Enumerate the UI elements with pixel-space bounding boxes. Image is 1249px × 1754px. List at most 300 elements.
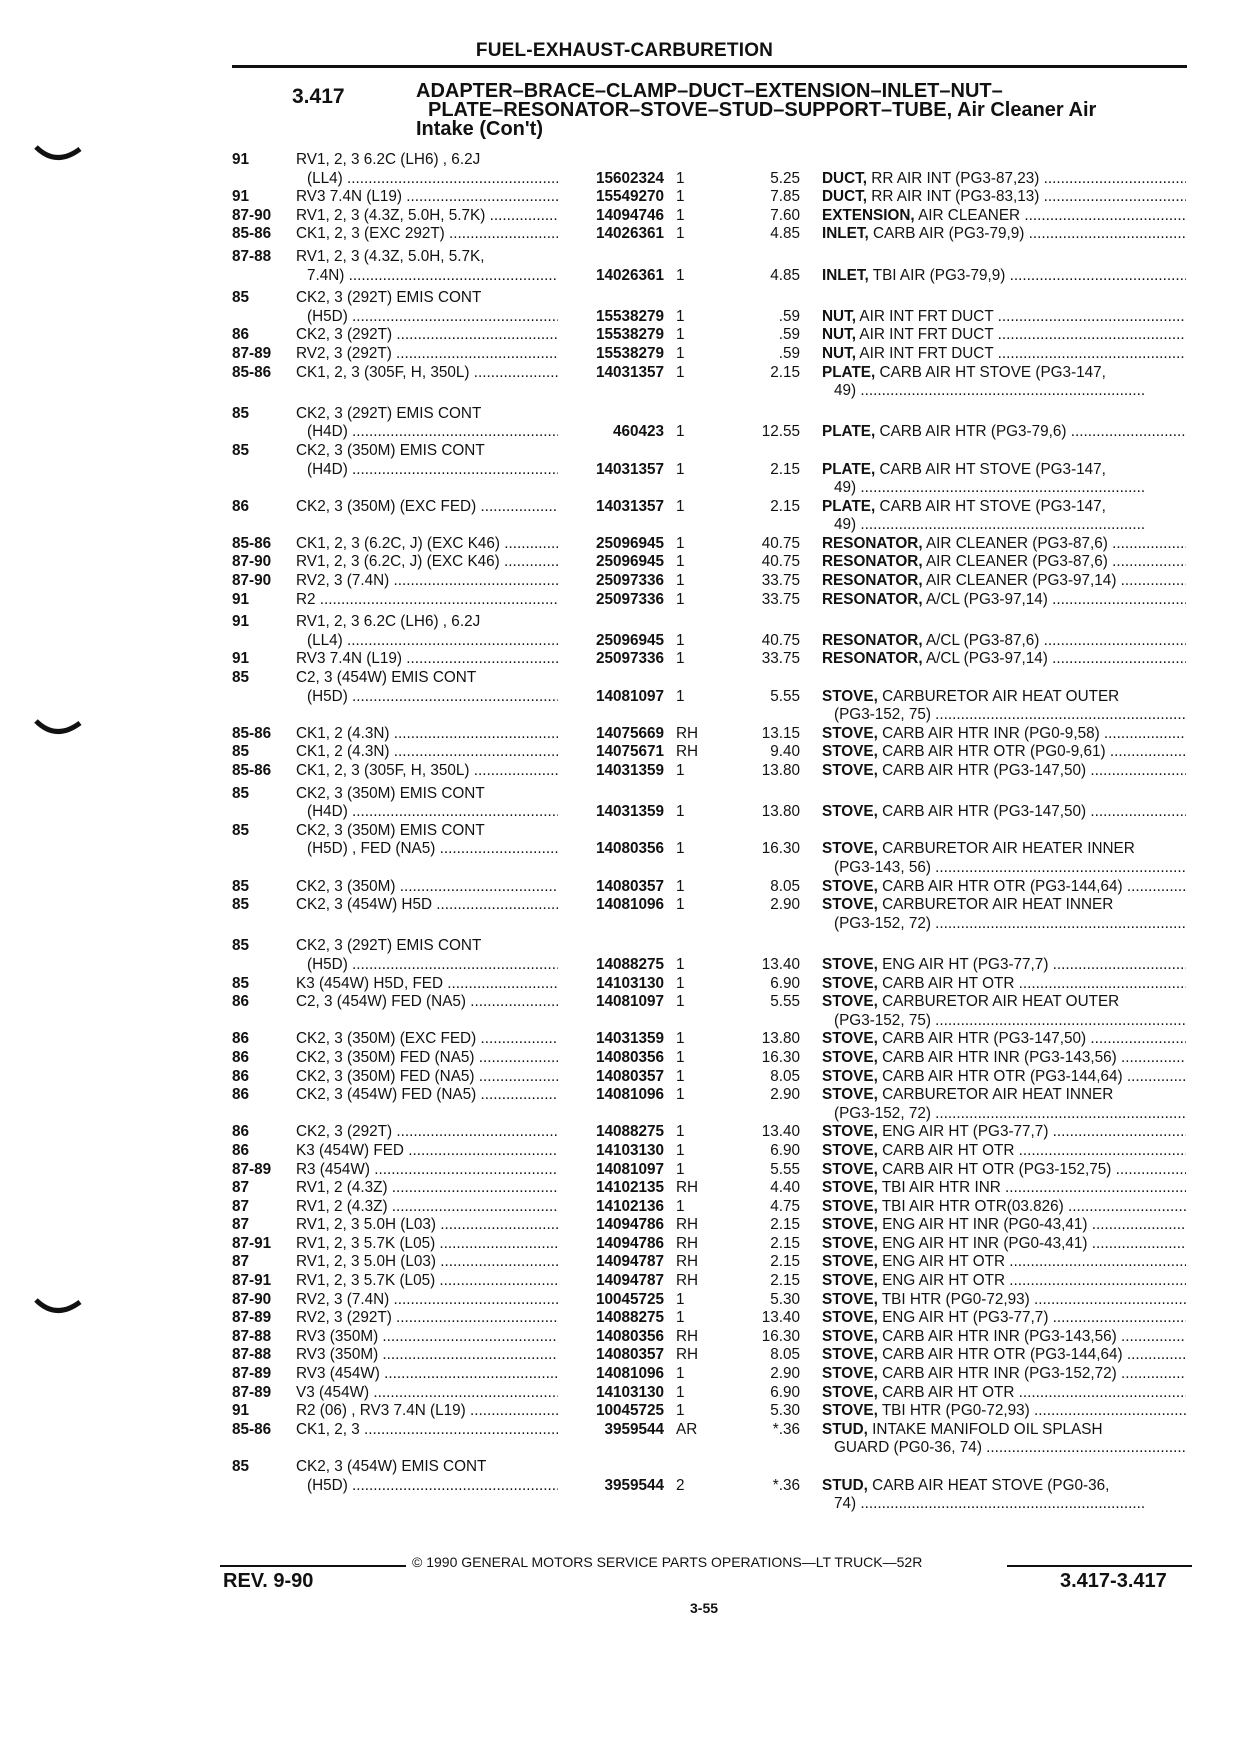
description-name: PLATE, [822,460,876,478]
entry-year: 91 [232,188,250,206]
application-line: CK2, 3 (292T) EMIS CONT [296,289,482,307]
description-line [822,1068,1186,1087]
parts-entry [0,345,1249,364]
description-text: (PG3-143, 56) [834,859,931,876]
description-text: AIR CLEANER (PG3-87,6) [925,553,1108,571]
application-line: RV1, 2, 3 5.0H (L03) ..... [296,1216,558,1235]
description-name: STOVE, [822,1067,878,1085]
entry-quantity: RH [676,1253,699,1271]
entry-year: 87-89 [232,1160,272,1178]
description-text: 49) [834,516,857,534]
parts-entry [0,244,1249,285]
entry-quantity: 1 [676,1160,685,1178]
application-line: CK2, 3 (350M) (EXC FED) ..... [296,1030,558,1049]
application-line: K3 (454W) FED ..... [296,1142,558,1161]
footer-rule-left [220,1565,406,1567]
entry-quantity: 1 [676,896,685,914]
entry-part-number: 14031357 [595,363,664,381]
description-line [822,743,1186,762]
entry-description [822,956,1186,975]
entry-quantity: 1 [676,650,685,668]
description-text: (PG3-152, 75) [834,706,931,724]
description-name: STOVE, [822,896,878,914]
entry-part-number: 14094746 [595,206,664,224]
entry-price: 4.85 [770,225,800,243]
entry-price: 2.15 [770,1216,800,1234]
entry-quantity: 1 [676,1290,685,1308]
entry-quantity: 1 [676,225,685,243]
description-text: CARBURETOR AIR HEAT INNER [882,1086,1114,1104]
entry-year: 87 [232,1197,250,1215]
description-name: RESONATOR, [822,590,923,608]
entry-year: 87-88 [232,1346,272,1364]
application-line: CK2, 3 (454W) H5D ..... [296,896,558,915]
description-name: STOVE, [822,840,878,858]
parts-entry [0,878,1249,897]
entry-part-number: 14031359 [595,762,664,780]
description-line [822,423,1186,442]
entry-application [296,1235,558,1254]
entry-application [296,1142,558,1161]
section-title-line: ADAPTER–BRACE–CLAMP–DUCT–EXTENSION–INLET–NUT– [416,80,1003,102]
description-text: CARB AIR HT OTR (PG3-152,75) [882,1160,1112,1178]
entry-year: 86 [232,326,250,344]
parts-list [0,151,1249,1514]
footer-revision: REV. 9-90 [223,1570,314,1592]
entry-application [296,1365,558,1384]
entry-application [296,896,558,915]
entry-year: 85 [232,404,250,422]
application-line: RV2, 3 (7.4N) ..... [296,572,558,591]
entry-year: 85 [232,974,250,992]
entry-quantity: 1 [676,169,685,187]
application-line: RV2, 3 (292T) ..... [296,1309,558,1328]
entry-description [822,423,1186,442]
application-line: CK2, 3 (292T) ..... [296,326,558,345]
entry-application [296,669,558,706]
application-line: RV1, 2, 3 5.0H (L03) ..... [296,1253,558,1272]
entry-description [822,1198,1186,1217]
entry-quantity: 1 [676,572,685,590]
entry-application [296,1198,558,1217]
description-text: AIR INT FRT DUCT [859,326,994,344]
application-line: C2, 3 (454W) EMIS CONT [296,669,477,687]
description-name: STOVE, [822,1346,878,1364]
description-line [822,1495,1186,1514]
parts-entry [0,1179,1249,1198]
description-line [822,382,1186,401]
entry-price: 16.30 [761,840,800,858]
description-name: EXTENSION, [822,206,915,224]
entry-application [296,364,558,383]
entry-description [822,1086,1186,1123]
application-line: R2 ..... [296,591,558,610]
entry-quantity: 1 [676,344,685,362]
entry-part-number: 15538279 [595,344,664,362]
description-name: STOVE, [822,1048,878,1066]
description-name: STOVE, [822,1197,878,1215]
application-line: CK2, 3 (350M) (EXC FED) ..... [296,498,558,517]
parts-entry [0,207,1249,226]
description-line [822,461,1186,480]
entry-application [296,572,558,591]
entry-application [296,553,558,572]
description-name: STOVE, [822,1383,878,1401]
description-line [822,1161,1186,1180]
footer-section-range: 3.417-3.417 [1060,1570,1167,1592]
entry-description [822,1068,1186,1087]
entry-price: 33.75 [761,572,800,590]
entry-part-number: 25096945 [595,631,664,649]
entry-quantity: 1 [676,974,685,992]
entry-year: 86 [232,1123,250,1141]
entry-year: 87-90 [232,572,272,590]
entry-quantity: 1 [676,363,685,381]
description-line [822,956,1186,975]
description-name: STOVE, [822,974,878,992]
entry-price: 2.90 [770,1365,800,1383]
entry-part-number: 3959544 [604,1420,664,1438]
description-text: A/CL (PG3-87,6) [925,631,1040,649]
entry-part-number: 25097336 [595,590,664,608]
application-line: R3 (454W) ..... [296,1161,558,1180]
parts-entry [0,1030,1249,1049]
description-text: CARB AIR HT STOVE (PG3-147, [879,497,1106,515]
entry-description [822,840,1186,877]
entry-price: *.36 [772,1420,800,1438]
parts-entry [0,1161,1249,1180]
entry-quantity: 1 [676,803,685,821]
parts-entry [0,1458,1249,1514]
description-line [822,1402,1186,1421]
description-text: CARB AIR HTR (PG3-147,50) [882,1030,1087,1048]
description-text: CARBURETOR AIR HEAT INNER [882,896,1114,914]
description-text: GUARD (PG0-36, 74) [834,1439,982,1457]
entry-part-number: 14080356 [595,1327,664,1345]
application-line: RV2, 3 (292T) ..... [296,345,558,364]
entry-price: 4.40 [770,1179,800,1197]
entry-year: 85 [232,784,250,802]
entry-part-number: 25097336 [595,572,664,590]
description-name: STOVE, [822,1141,878,1159]
description-line [822,1142,1186,1161]
entry-description [822,1384,1186,1403]
application-line: CK2, 3 (350M) EMIS CONT [296,784,485,802]
description-line [822,706,1186,725]
application-line: CK2, 3 (350M) EMIS CONT [296,441,485,459]
description-text: CARB AIR HT OTR [882,1383,1015,1401]
description-text: ENG AIR HT OTR [882,1253,1006,1271]
entry-year: 86 [232,993,250,1011]
entry-application [296,345,558,364]
description-line [822,1272,1186,1291]
entry-price: 7.60 [770,206,800,224]
entry-year: 87-91 [232,1272,272,1290]
entry-price: 9.40 [770,743,800,761]
application-line: RV3 (350M) ..... [296,1346,558,1365]
entry-price: 6.90 [770,974,800,992]
entry-price: 6.90 [770,1383,800,1401]
entry-application [296,1384,558,1403]
entry-application [296,762,558,781]
entry-quantity: 1 [676,993,685,1011]
entry-part-number: 10045725 [595,1290,664,1308]
description-name: PLATE, [822,423,876,441]
description-text: CARB AIR HT STOVE (PG3-147, [879,460,1106,478]
entry-description [822,1346,1186,1365]
entry-application [296,289,558,326]
description-line [822,688,1186,707]
application-line: CK2, 3 (454W) EMIS CONT [296,1458,487,1476]
entry-year: 85 [232,1458,250,1476]
parts-entry [0,188,1249,207]
description-line [822,803,1186,822]
entry-year: 87-89 [232,1365,272,1383]
description-text: AIR INT FRT DUCT [859,344,994,362]
entry-year: 87-89 [232,1309,272,1327]
entry-description [822,1123,1186,1142]
entry-price: 2.15 [770,363,800,381]
parts-entry [0,225,1249,244]
entry-year: 87-89 [232,344,272,362]
entry-application [296,248,558,285]
binder-hole-mark [34,717,82,739]
parts-entry [0,669,1249,725]
application-line: C2, 3 (454W) FED (NA5) ..... [296,993,558,1012]
entry-part-number: 14080357 [595,1346,664,1364]
entry-price: 13.80 [761,1030,800,1048]
entry-year: 87-91 [232,1234,272,1252]
entry-description [822,498,1186,535]
entry-description [822,1309,1186,1328]
application-line: (H4D) ..... [296,423,558,442]
description-line [822,535,1186,554]
application-line: V3 (454W) ..... [296,1384,558,1403]
description-text: TBI HTR (PG0-72,93) [881,1402,1030,1420]
description-text: CARB AIR HTR (PG3-147,50) [882,762,1087,780]
description-text: 74) [834,1495,857,1513]
entry-description [822,572,1186,591]
entry-description [822,207,1186,226]
entry-description [822,1328,1186,1347]
entry-application [296,498,558,517]
entry-application [296,1216,558,1235]
parts-entry [0,743,1249,762]
description-text: CARB AIR HTR INR (PG3-143,56) [882,1327,1117,1345]
description-text: ENG AIR HT (PG3-77,7) [882,1309,1049,1327]
entry-price: 13.15 [761,724,800,742]
entry-quantity: 2 [676,1476,685,1494]
description-line [822,840,1186,859]
description-line [822,1346,1186,1365]
entry-year: 85-86 [232,762,272,780]
entry-description [822,975,1186,994]
parts-entry [0,1123,1249,1142]
entry-part-number: 14088275 [595,1309,664,1327]
entry-part-number: 14080357 [595,877,664,895]
parts-entry [0,535,1249,554]
application-line: RV1, 2, 3 5.7K (L05) ..... [296,1235,558,1254]
entry-year: 91 [232,650,250,668]
entry-price: 13.40 [761,1123,800,1141]
description-text: CARB AIR HTR (PG3-147,50) [882,803,1087,821]
application-line: (H4D) ..... [296,803,558,822]
parts-entry [0,1384,1249,1403]
description-name: RESONATOR, [822,650,923,668]
application-line: CK2, 3 (454W) FED (NA5) ..... [296,1086,558,1105]
entry-part-number: 14094787 [595,1272,664,1290]
description-name: STOVE, [822,1253,878,1271]
entry-description [822,188,1186,207]
entry-description [822,553,1186,572]
description-text: CARBURETOR AIR HEATER INNER [882,840,1135,858]
entry-part-number: 25096945 [595,553,664,571]
description-text: CARBURETOR AIR HEAT OUTER [882,993,1120,1011]
entry-application [296,1291,558,1310]
entry-description [822,1253,1186,1272]
entry-quantity: RH [676,1216,699,1234]
entry-description [822,1402,1186,1421]
entry-application [296,1068,558,1087]
parts-entry [0,326,1249,345]
application-line: RV1, 2, 3 6.2C (LH6) , 6.2J [296,151,481,168]
entry-price: 2.90 [770,1086,800,1104]
entry-application [296,785,558,822]
entry-description [822,1216,1186,1235]
entry-year: 91 [232,1402,250,1420]
entry-year: 85 [232,441,250,459]
application-line: CK1, 2 (4.3N) ..... [296,725,558,744]
parts-entry [0,1328,1249,1347]
entry-quantity: RH [676,1327,699,1345]
description-line [822,650,1186,669]
description-text: (PG3-152, 72) [834,1104,931,1122]
application-line: RV3 7.4N (L19) ..... [296,650,558,669]
parts-entry [0,1253,1249,1272]
entry-price: 8.05 [770,877,800,895]
description-line [822,1421,1186,1440]
entry-price: 5.55 [770,1160,800,1178]
entry-application [296,650,558,669]
entry-application [296,937,558,974]
entry-description [822,461,1186,498]
application-line: RV1, 2, 3 (4.3Z, 5.0H, 5.7K) ..... [296,207,558,226]
entry-application [296,1328,558,1347]
entry-application [296,1049,558,1068]
application-line: CK2, 3 (350M) FED (NA5) ..... [296,1068,558,1087]
binder-hole-mark [34,1296,82,1318]
entry-price: 40.75 [761,631,800,649]
entry-description [822,535,1186,554]
description-text: TBI AIR HTR OTR(03.826) [881,1197,1064,1215]
description-text: CARB AIR HTR (PG3-79,6) [879,423,1067,441]
entry-year: 91 [232,590,250,608]
entry-part-number: 14081096 [595,1086,664,1104]
entry-part-number: 15602324 [595,169,664,187]
description-text: (PG3-152, 75) [834,1011,931,1029]
parts-entry [0,1198,1249,1217]
entry-part-number: 14103130 [595,1383,664,1401]
application-line: CK2, 3 (350M) ..... [296,878,558,897]
entry-application [296,1030,558,1049]
description-name: STOVE, [822,1309,878,1327]
entry-price: 5.30 [770,1290,800,1308]
entry-quantity: 1 [676,1048,685,1066]
application-line: (H4D) ..... [296,461,558,480]
parts-entry [0,762,1249,781]
description-line [822,1086,1186,1105]
description-text: CARBURETOR AIR HEAT OUTER [882,687,1120,705]
entry-application [296,613,558,650]
description-name: STOVE, [822,1086,878,1104]
entry-year: 87 [232,1216,250,1234]
entry-description [822,650,1186,669]
description-text: AIR CLEANER (PG3-87,6) [925,534,1108,552]
application-line: RV1, 2, 3 (6.2C, J) (EXC K46) ..... [296,553,558,572]
entry-part-number: 10045725 [595,1402,664,1420]
entry-description [822,1161,1186,1180]
description-name: RESONATOR, [822,553,923,571]
entry-price: 33.75 [761,650,800,668]
entry-application [296,975,558,994]
entry-description [822,225,1186,244]
entry-year: 86 [232,1048,250,1066]
entry-part-number: 14081096 [595,896,664,914]
footer-copyright: © 1990 GENERAL MOTORS SERVICE PARTS OPERATIONS—LT TRUCK—52R [412,1554,923,1570]
description-name: DUCT, [822,169,868,187]
entry-year: 87-90 [232,1290,272,1308]
entry-application [296,188,558,207]
entry-price: 12.55 [761,423,800,441]
entry-quantity: 1 [676,687,685,705]
description-text: TBI HTR (PG0-72,93) [881,1290,1030,1308]
entry-quantity: 1 [676,266,685,284]
description-line [822,345,1186,364]
entry-year: 85 [232,669,250,687]
description-text: ENG AIR HT OTR [882,1272,1006,1290]
entry-description [822,803,1186,822]
entry-part-number: 14094786 [595,1216,664,1234]
description-name: STOVE, [822,1327,878,1345]
entry-quantity: RH [676,1346,699,1364]
entry-year: 86 [232,1141,250,1159]
description-line [822,207,1186,226]
description-line [822,1105,1186,1124]
parts-entry [0,553,1249,572]
description-line [822,225,1186,244]
description-line [822,498,1186,517]
entry-part-number: 14031359 [595,803,664,821]
description-text: A/CL (PG3-97,14) [925,590,1048,608]
description-line [822,364,1186,383]
entry-description [822,326,1186,345]
entry-part-number: 14102135 [595,1179,664,1197]
description-text: TBI AIR HTR INR [881,1179,1001,1197]
description-line [822,572,1186,591]
application-line: CK1, 2 (4.3N) ..... [296,743,558,762]
entry-price: 4.85 [770,266,800,284]
entry-quantity: 1 [676,423,685,441]
parts-entry [0,1142,1249,1161]
entry-application [296,1272,558,1291]
description-line [822,591,1186,610]
entry-quantity: 1 [676,590,685,608]
description-line [822,1198,1186,1217]
description-text: CARB AIR HTR OTR (PG3-144,64) [882,1067,1123,1085]
entry-application [296,405,558,442]
entry-year: 91 [232,151,250,168]
entry-application [296,442,558,479]
